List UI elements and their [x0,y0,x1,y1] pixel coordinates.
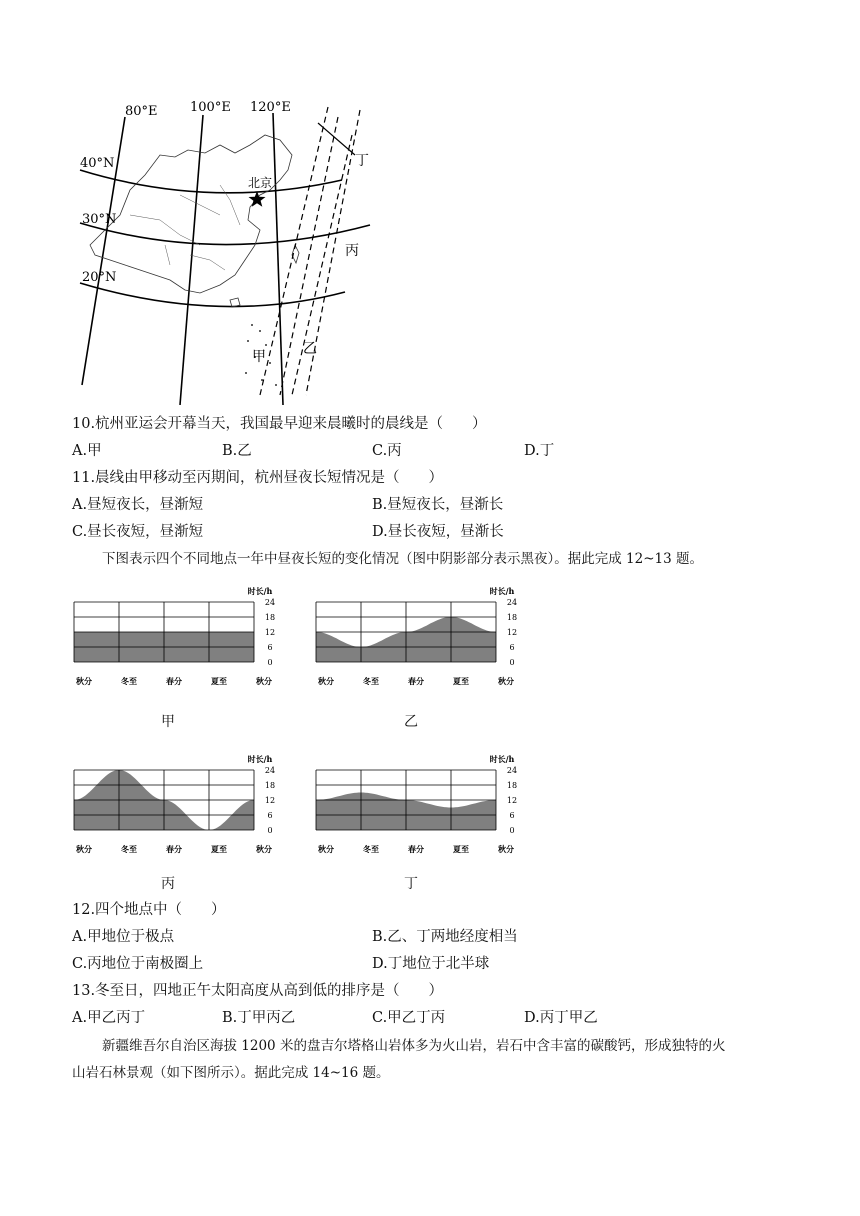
city-label-beijing: 北京 [248,176,273,190]
terminator-line-ding-upper [318,123,355,155]
x-tick-label: 秋分 [498,844,514,854]
y-tick-label: 6 [509,811,515,820]
x-tick-label: 冬至 [121,844,137,854]
x-tick-label: 秋分 [318,844,334,854]
q13-stem: 13.冬至日，四地正午太阳高度从高到低的排序是（ ） [72,983,444,999]
y-tick-label: 6 [267,643,273,652]
intro-14-16-line1: 新疆维吾尔自治区海拔 1200 米的盘吉尔塔格山岩体多为火山岩，岩石中含丰富的碳酸钙，形成独特的火 [102,1038,726,1054]
y-tick-label: 0 [267,658,273,667]
chart-svg-ding [312,748,532,860]
chart-svg-bing [70,742,290,860]
q11-option-c[interactable]: C.昼长夜短，昼渐短 [72,524,204,540]
lat-label-40: 40°N [80,156,115,171]
y-tick-label: 24 [506,598,518,607]
x-tick-label: 秋分 [76,844,92,854]
y-tick-label: 18 [506,781,518,790]
x-tick-label: 夏至 [211,844,227,854]
line-label-ding: 丁 [355,153,369,169]
y-tick-label: 12 [264,628,276,637]
province-lines [130,185,240,270]
y-tick-label: 12 [506,628,518,637]
q12-stem: 12.四个地点中（ ） [72,902,226,918]
parallel-40n [80,170,342,193]
y-tick-label: 24 [506,766,518,775]
y-tick-label: 6 [509,643,515,652]
x-tick-label: 夏至 [453,676,469,686]
chart-caption-jia: 甲 [161,714,175,730]
q10-option-b[interactable]: B.乙 [222,443,252,459]
chart-svg-yi [312,580,532,692]
y-tick-label: 18 [506,613,518,622]
y-tick-label: 6 [267,811,273,820]
parallel-20n [80,283,345,307]
lon-label-100: 100°E [190,100,231,115]
q10-option-a[interactable]: A.甲 [72,443,102,459]
chart-svg-jia [70,580,290,692]
q10-stem: 10.杭州亚运会开幕当天，我国最早迎来晨曦时的晨线是（ ） [72,416,487,432]
q13-option-b[interactable]: B.丁甲丙乙 [222,1010,296,1026]
lat-label-20: 20°N [82,270,117,285]
intro-12-13: 下图表示四个不同地点一年中昼夜长短的变化情况（图中阴影部分表示黑夜）。据此完成 12~13 题。 [102,551,703,567]
hainan-island [230,298,240,307]
q13-option-d[interactable]: D.丙丁甲乙 [524,1010,598,1026]
y-tick-label: 12 [506,796,518,805]
lon-label-120: 120°E [250,100,291,115]
q13-option-c[interactable]: C.甲乙丁丙 [372,1010,446,1026]
line-label-jia: 甲 [252,349,266,365]
lat-label-30: 30°N [82,212,117,227]
intro-14-16-line2: 山岩石林景观（如下图所示）。据此完成 14~16 题。 [72,1065,390,1081]
x-tick-label: 春分 [166,676,182,686]
day-chart-jia [70,580,290,692]
chart-caption-bing: 丙 [161,876,175,892]
x-tick-label: 冬至 [363,844,379,854]
q10-option-c[interactable]: C.丙 [372,443,402,459]
q10-option-d[interactable]: D.丁 [524,443,555,459]
q11-stem: 11.晨线由甲移动至丙期间，杭州昼夜长短情况是（ ） [72,470,444,486]
x-tick-label: 春分 [166,844,182,854]
y-tick-label: 24 [264,766,276,775]
line-label-yi: 乙 [303,341,317,357]
x-tick-label: 秋分 [498,676,514,686]
y-axis-label: 时长/h [489,586,515,596]
x-tick-label: 夏至 [453,844,469,854]
q11-option-a[interactable]: A.昼短夜长，昼渐短 [72,497,204,513]
meridian-120e [273,113,283,405]
x-tick-label: 冬至 [121,676,137,686]
y-tick-label: 12 [264,796,276,805]
y-axis-label: 时长/h [247,754,273,764]
x-tick-label: 秋分 [76,676,92,686]
q12-option-a[interactable]: A.甲地位于极点 [72,929,175,945]
x-tick-label: 秋分 [256,676,272,686]
day-chart-bing [70,742,290,860]
y-tick-label: 0 [509,826,515,835]
meridian-100e [180,115,203,405]
x-tick-label: 春分 [408,676,424,686]
day-chart-ding [312,748,532,860]
y-axis-label: 时长/h [489,754,515,764]
y-tick-label: 0 [509,658,515,667]
day-chart-yi [312,580,532,692]
x-tick-label: 春分 [408,844,424,854]
x-tick-label: 冬至 [363,676,379,686]
x-tick-label: 秋分 [256,844,272,854]
y-tick-label: 0 [267,826,273,835]
parallel-30n [80,223,370,245]
y-axis-label: 时长/h [247,586,273,596]
q11-option-b[interactable]: B.昼短夜长，昼渐长 [372,497,504,513]
terminator-line-jia [260,107,328,395]
y-tick-label: 18 [264,613,276,622]
china-terminator-map [70,95,380,405]
x-tick-label: 秋分 [318,676,334,686]
q13-option-a[interactable]: A.甲乙丙丁 [72,1010,146,1026]
q11-option-d[interactable]: D.昼长夜短，昼渐长 [372,524,504,540]
chart-caption-yi: 乙 [404,714,418,730]
chart-caption-ding: 丁 [404,876,418,892]
terminator-line-bing [292,135,352,395]
y-tick-label: 24 [264,598,276,607]
q12-option-d[interactable]: D.丁地位于北半球 [372,956,490,972]
line-label-bing: 丙 [345,243,359,259]
y-tick-label: 18 [264,781,276,790]
lon-label-80: 80°E [125,104,158,119]
x-tick-label: 夏至 [211,676,227,686]
q12-option-b[interactable]: B.乙、丁两地经度相当 [372,929,518,945]
q12-option-c[interactable]: C.丙地位于南极圈上 [72,956,204,972]
